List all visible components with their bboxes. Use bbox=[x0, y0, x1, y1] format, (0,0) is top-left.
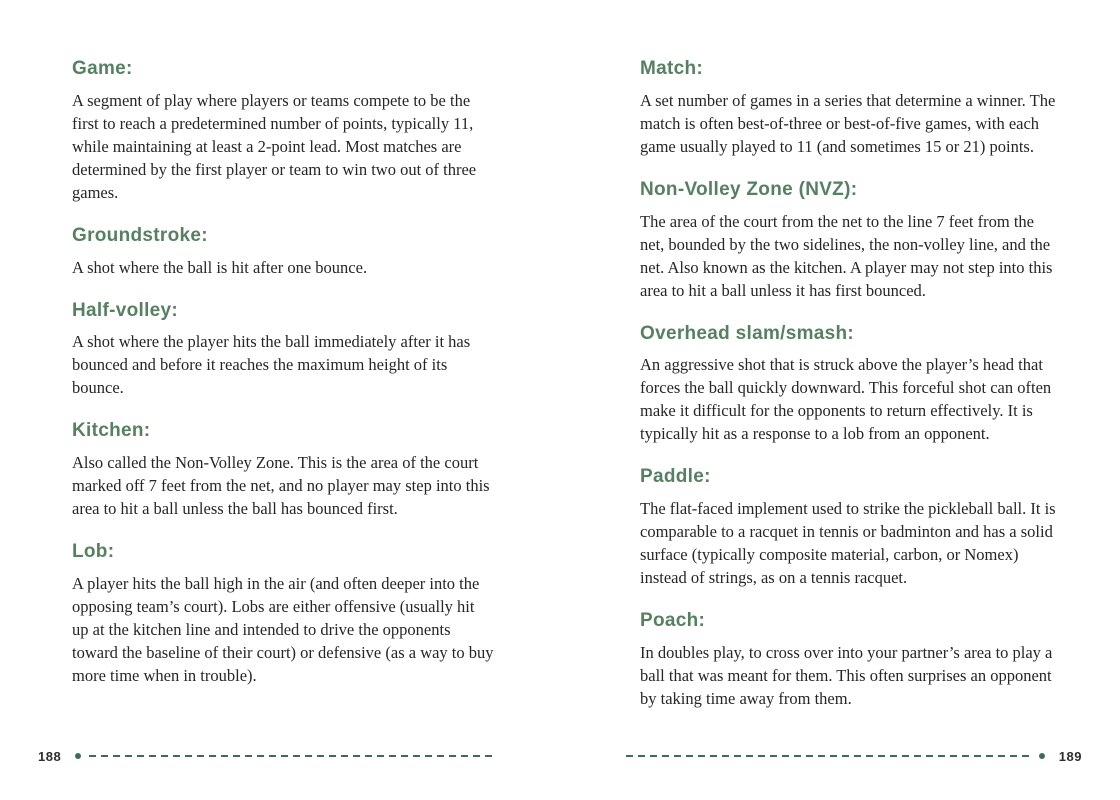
term-definition: A player hits the ball high in the air (and often deeper into the opposing team’s court). Lobs are either offensive (usually hit up at the kitchen line and intended to drive the opponents toward the baseline of their court) or defensive (as a way to buy more time when in trouble). bbox=[72, 573, 494, 685]
page-number: 188 bbox=[38, 748, 62, 764]
page-right bbox=[560, 0, 1120, 800]
glossary-entry bbox=[640, 179, 1060, 302]
glossary-entry bbox=[640, 58, 1060, 158]
term-definition: In doubles play, to cross over into your partner’s area to play a ball that was meant for them. This often surprises an opponent by taking time away from them. bbox=[640, 642, 1053, 708]
glossary-list-left bbox=[72, 58, 494, 708]
term-definition: The area of the court from the net to the line 7 feet from the net, bounded by the two sidelines, the non-volley line, and the net. Also known as the kitchen. A player may not step into this area to hit a ball unless it has first bounced. bbox=[640, 211, 1053, 300]
term-heading: Poach: bbox=[640, 610, 706, 632]
term-heading: Half-volley: bbox=[72, 299, 179, 321]
glossary-entry bbox=[72, 420, 494, 520]
term-heading: Overhead slam/smash: bbox=[640, 322, 855, 344]
page-footer-left bbox=[0, 748, 560, 764]
glossary-entry bbox=[72, 58, 494, 204]
term-heading: Kitchen: bbox=[72, 420, 151, 442]
term-heading: Groundstroke: bbox=[72, 224, 208, 246]
glossary-entry bbox=[72, 225, 494, 279]
glossary-list-right bbox=[640, 58, 1060, 731]
term-definition: Also called the Non-Volley Zone. This is the area of the court marked off 7 feet from the net, and no player may step into this area to hit a ball unless the ball has bounced first. bbox=[72, 453, 490, 519]
term-heading: Match: bbox=[640, 58, 704, 79]
glossary-entry bbox=[72, 541, 494, 687]
term-definition: A segment of play where players or teams compete to be the first to reach a predetermined number of points, typically 11, while maintaining at least a 2-point lead. Most matches are determined by the first player or team to win two out of three games. bbox=[72, 90, 477, 202]
footer-dashed-rule bbox=[626, 755, 1031, 757]
term-heading: Lob: bbox=[72, 541, 115, 563]
term-definition: An aggressive shot that is struck above the player’s head that forces the ball quickly downward. This forceful shot can often make it difficult for the opponents to return effectively. It is typically hit as a response to a lob from an opponent. bbox=[640, 355, 1052, 444]
term-definition: A set number of games in a series that determine a winner. The match is often best-of-three or best-of-five games, with each game usually played to 11 (and sometimes 15 or 21) points. bbox=[640, 90, 1056, 156]
term-heading: Paddle: bbox=[640, 466, 711, 488]
page-number: 189 bbox=[1058, 748, 1082, 764]
term-definition: The flat-faced implement used to strike the pickleball ball. It is comparable to a racquet in tennis or badminton and has a solid surface (typically composite material, carbon, or Nomex) instead of strings, as on a tennis racquet. bbox=[640, 499, 1056, 588]
page-footer-right bbox=[560, 748, 1120, 764]
term-definition: A shot where the ball is hit after one bounce. bbox=[72, 257, 368, 277]
glossary-entry bbox=[72, 300, 494, 400]
glossary-entry bbox=[640, 466, 1060, 589]
term-heading: Game: bbox=[72, 58, 133, 79]
glossary-entry bbox=[640, 323, 1060, 446]
footer-dashed-rule bbox=[89, 755, 494, 757]
footer-dot-icon bbox=[1039, 753, 1045, 759]
term-definition: A shot where the player hits the ball immediately after it has bounced and before it reaches the maximum height of its bounce. bbox=[72, 332, 471, 398]
term-heading: Non-Volley Zone (NVZ): bbox=[640, 178, 858, 200]
glossary-entry bbox=[640, 610, 1060, 710]
footer-dot-icon bbox=[75, 753, 81, 759]
